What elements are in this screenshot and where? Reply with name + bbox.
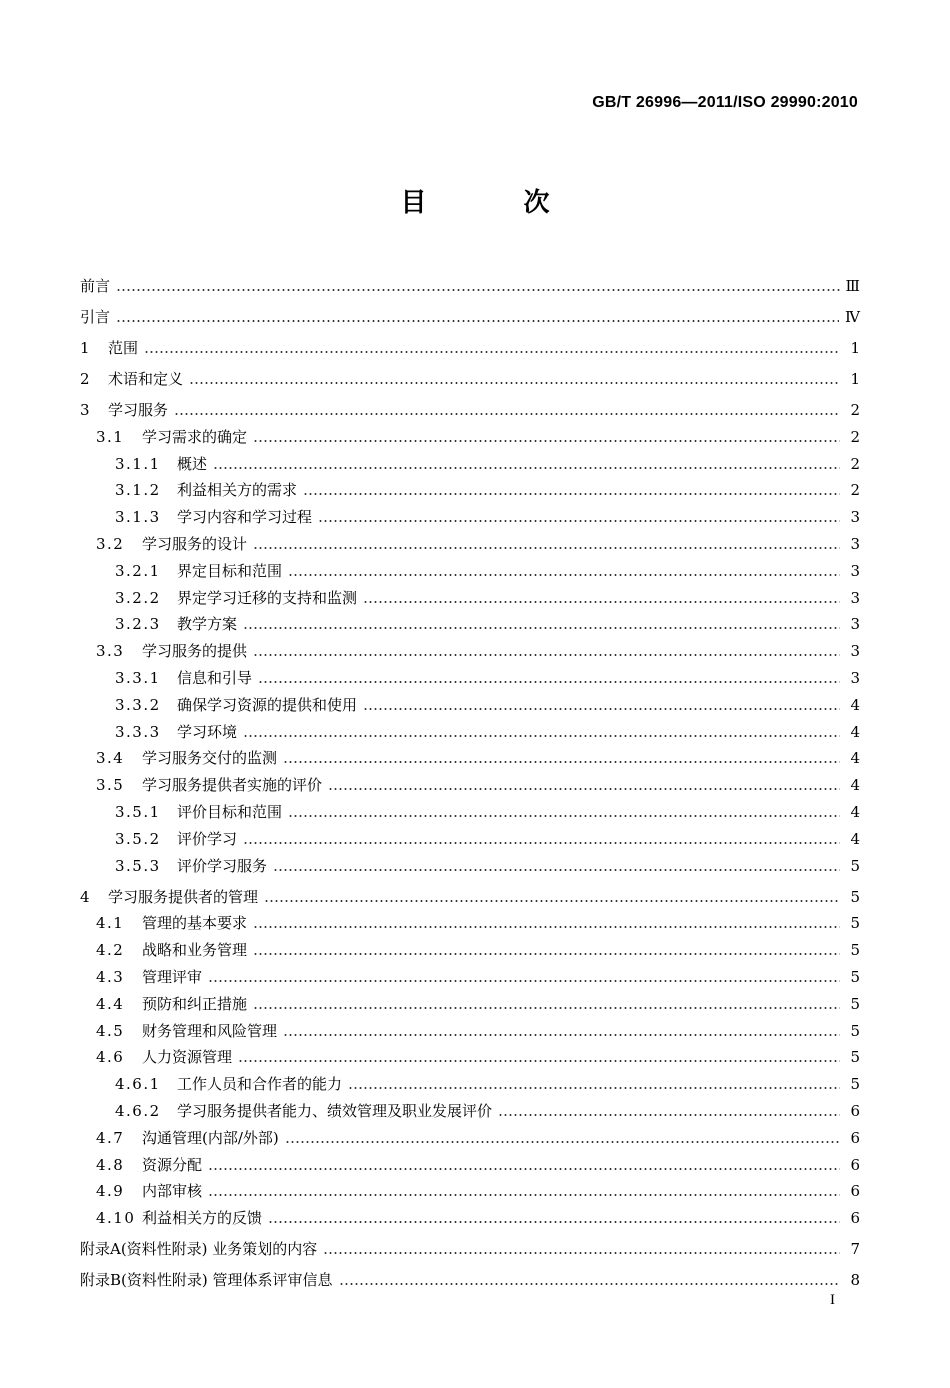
toc-entry-page: 5	[850, 914, 860, 933]
toc-entry-label: 术语和定义	[108, 370, 184, 388]
dot-leader	[116, 320, 839, 322]
dot-leader	[258, 681, 840, 683]
toc-entry-page: 1	[850, 339, 860, 357]
dot-leader	[243, 735, 840, 737]
toc-entry[interactable]	[80, 687, 860, 714]
toc-entry-label: 学习环境	[177, 722, 238, 741]
toc-entry[interactable]	[80, 388, 860, 419]
toc-entry-page: 3	[850, 588, 860, 607]
dot-leader	[243, 627, 840, 629]
dot-leader	[208, 1168, 840, 1170]
toc-entry-page: 4	[850, 722, 860, 741]
toc-entry-page: 6	[850, 1182, 860, 1201]
toc-entry-number: 3.2.1	[115, 561, 161, 580]
toc-entry-number: 1	[80, 339, 92, 357]
toc-entry-number: 4.3	[96, 967, 125, 986]
toc-entry[interactable]	[80, 553, 860, 580]
toc-entry-label: 信息和引导	[177, 668, 253, 687]
toc-entry-label: 内部审核	[142, 1182, 203, 1201]
page-title: 目 次	[400, 188, 594, 218]
toc-entry-page: 4	[850, 802, 860, 821]
toc-entry[interactable]	[80, 1013, 860, 1040]
toc-entry-page: 4	[850, 776, 860, 795]
toc-entry-page: 4	[850, 695, 860, 714]
toc-entry-number: 3.2.3	[115, 615, 161, 634]
dot-leader	[208, 1194, 840, 1196]
toc-entry[interactable]	[80, 986, 860, 1013]
dot-leader	[264, 900, 840, 902]
toc-entry-page: Ⅲ	[845, 277, 860, 295]
toc-entry[interactable]	[80, 1200, 860, 1227]
toc-entry-page: 5	[850, 1048, 860, 1067]
toc-entry-number: 3.3.1	[115, 668, 161, 687]
toc-entry[interactable]	[80, 932, 860, 959]
toc-entry-page: 2	[850, 427, 860, 446]
toc-entry-number: 3.5.1	[115, 802, 161, 821]
dot-leader	[348, 1087, 840, 1089]
toc-entry-page: 5	[850, 887, 860, 906]
toc-entry-number: 4.6.1	[115, 1075, 161, 1094]
toc-entry-page: 5	[850, 941, 860, 960]
toc-entry-label: 附录B(资料性附录) 管理体系评审信息	[80, 1271, 333, 1290]
toc-entry-label: 利益相关方的需求	[177, 481, 298, 500]
toc-entry-label: 学习服务交付的监测	[142, 749, 278, 768]
toc-entry[interactable]	[80, 473, 860, 500]
dot-leader	[253, 953, 840, 955]
toc-entry-number: 4	[80, 887, 92, 906]
toc-entry-label: 界定学习迁移的支持和监测	[177, 588, 358, 607]
toc-entry-number: 3.1	[96, 427, 125, 446]
dot-leader	[208, 980, 840, 982]
dot-leader	[253, 654, 840, 656]
toc-entry-label: 概述	[177, 454, 208, 473]
toc-entry-label: 评价学习	[177, 829, 238, 848]
dot-leader	[243, 842, 840, 844]
toc-entry-label: 利益相关方的反馈	[142, 1209, 263, 1228]
dot-leader	[253, 926, 840, 928]
dot-leader	[318, 520, 840, 522]
toc-entry-page: 5	[850, 967, 860, 986]
toc-entry[interactable]	[80, 295, 860, 326]
toc-entry-number: 4.7	[96, 1128, 125, 1147]
toc-entry-page: 3	[850, 508, 860, 527]
toc-entry-label: 界定目标和范围	[177, 561, 283, 580]
toc-entry[interactable]	[80, 1040, 860, 1067]
toc-entry-page: 2	[850, 401, 860, 419]
toc-entry-page: 2	[850, 481, 860, 500]
toc-entry-page: 7	[850, 1240, 860, 1259]
toc-entry[interactable]	[80, 1093, 860, 1120]
dot-leader	[253, 1007, 840, 1009]
toc-entry[interactable]	[80, 264, 860, 295]
toc-entry-page: 5	[850, 856, 860, 875]
toc-entry-label: 学习服务提供者实施的评价	[142, 776, 323, 795]
toc-entry-label: 学习服务的提供	[142, 642, 248, 661]
toc-entry[interactable]	[80, 357, 860, 388]
document-code: GB/T 26996—2011/ISO 29990:2010	[592, 94, 858, 111]
toc-entry[interactable]	[80, 767, 860, 794]
toc-entry-label: 学习需求的确定	[142, 427, 248, 446]
dot-leader	[288, 574, 840, 576]
toc-entry[interactable]	[80, 959, 860, 986]
toc-entry-page: 3	[850, 561, 860, 580]
toc-entry[interactable]	[80, 875, 860, 906]
toc-entry-label: 财务管理和风险管理	[142, 1021, 278, 1040]
toc-entry-label: 管理评审	[142, 967, 203, 986]
table-of-contents	[80, 264, 860, 1289]
toc-entry-page: 6	[850, 1155, 860, 1174]
toc-entry-label: 资源分配	[142, 1155, 203, 1174]
toc-entry-number: 3.5.2	[115, 829, 161, 848]
dot-leader	[283, 761, 840, 763]
dot-leader	[174, 413, 840, 415]
dot-leader	[253, 440, 840, 442]
toc-entry[interactable]	[80, 326, 860, 357]
dot-leader	[213, 467, 840, 469]
toc-entry[interactable]	[80, 1066, 860, 1093]
page-number: I	[830, 1292, 835, 1308]
toc-entry[interactable]	[80, 821, 860, 848]
dot-leader	[323, 1252, 840, 1254]
toc-entry-label: 预防和纠正措施	[142, 994, 248, 1013]
toc-entry[interactable]	[80, 580, 860, 607]
toc-entry-label: 学习服务	[108, 401, 169, 419]
toc-entry[interactable]	[80, 607, 860, 634]
toc-entry[interactable]	[80, 848, 860, 875]
toc-entry-page: 4	[850, 829, 860, 848]
toc-entry-number: 4.9	[96, 1182, 125, 1201]
dot-leader	[498, 1114, 840, 1116]
toc-entry-label: 工作人员和合作者的能力	[177, 1075, 343, 1094]
dot-leader	[273, 869, 840, 871]
toc-entry[interactable]	[80, 660, 860, 687]
toc-entry[interactable]	[80, 633, 860, 660]
dot-leader	[339, 1283, 841, 1285]
toc-entry-label: 教学方案	[177, 615, 238, 634]
toc-entry-page: 3	[850, 668, 860, 687]
toc-entry-label: 学习服务的设计	[142, 534, 248, 553]
toc-entry[interactable]	[80, 1227, 860, 1258]
toc-entry-number: 4.10	[96, 1209, 136, 1228]
toc-entry[interactable]	[80, 714, 860, 741]
dot-leader	[285, 1141, 840, 1143]
toc-entry[interactable]	[80, 741, 860, 768]
dot-leader	[303, 493, 840, 495]
toc-entry-number: 4.6.2	[115, 1101, 161, 1120]
toc-entry-page: 5	[850, 994, 860, 1013]
toc-entry-number: 3.2	[96, 534, 125, 553]
toc-entry-number: 3.4	[96, 749, 125, 768]
dot-leader	[283, 1034, 840, 1036]
dot-leader	[288, 815, 840, 817]
toc-entry-number: 3.5	[96, 776, 125, 795]
toc-entry[interactable]	[80, 499, 860, 526]
toc-entry-number: 3.3.2	[115, 695, 161, 714]
toc-entry-label: 引言	[80, 308, 111, 326]
toc-entry[interactable]	[80, 794, 860, 821]
toc-entry-page: 4	[850, 749, 860, 768]
toc-entry-number: 3.3	[96, 642, 125, 661]
toc-entry-label: 管理的基本要求	[142, 914, 248, 933]
toc-entry-label: 附录A(资料性附录) 业务策划的内容	[80, 1240, 318, 1259]
dot-leader	[116, 289, 840, 291]
toc-entry[interactable]	[80, 526, 860, 553]
toc-entry-number: 4.8	[96, 1155, 125, 1174]
toc-entry-label: 评价目标和范围	[177, 802, 283, 821]
toc-entry-number: 3.5.3	[115, 856, 161, 875]
toc-entry-number: 4.1	[96, 914, 125, 933]
toc-entry-label: 战略和业务管理	[142, 941, 248, 960]
toc-entry[interactable]	[80, 1147, 860, 1174]
toc-entry-label: 前言	[80, 277, 111, 295]
toc-entry-number: 2	[80, 370, 92, 388]
toc-entry-page: 1	[850, 370, 860, 388]
toc-entry-label: 学习服务提供者能力、绩效管理及职业发展评价	[177, 1101, 493, 1120]
toc-entry-number: 3	[80, 401, 92, 419]
toc-entry-number: 3.2.2	[115, 588, 161, 607]
toc-entry-page: 5	[850, 1075, 860, 1094]
dot-leader	[328, 788, 840, 790]
toc-entry-label: 学习内容和学习过程	[177, 508, 313, 527]
toc-entry-page: Ⅳ	[845, 308, 860, 326]
dot-leader	[189, 382, 840, 384]
toc-entry-label: 人力资源管理	[142, 1048, 233, 1067]
toc-entry[interactable]	[80, 1174, 860, 1201]
dot-leader	[363, 708, 840, 710]
toc-entry-number: 3.1.2	[115, 481, 161, 500]
toc-entry-label: 评价学习服务	[177, 856, 268, 875]
toc-entry-number: 3.3.3	[115, 722, 161, 741]
dot-leader	[253, 547, 840, 549]
toc-entry-number: 4.6	[96, 1048, 125, 1067]
toc-entry-page: 3	[850, 615, 860, 634]
toc-entry-number: 4.2	[96, 941, 125, 960]
toc-entry-label: 学习服务提供者的管理	[108, 887, 259, 906]
toc-entry-label: 确保学习资源的提供和使用	[177, 695, 358, 714]
toc-entry[interactable]	[80, 1120, 860, 1147]
toc-entry-page: 6	[850, 1209, 860, 1228]
dot-leader	[144, 351, 840, 353]
dot-leader	[363, 601, 840, 603]
toc-entry[interactable]	[80, 419, 860, 446]
dot-leader	[238, 1060, 840, 1062]
toc-entry-number: 4.4	[96, 994, 125, 1013]
toc-entry-label: 范围	[108, 339, 139, 357]
toc-entry-page: 3	[850, 642, 860, 661]
toc-entry-page: 3	[850, 534, 860, 553]
toc-entry-page: 6	[850, 1128, 860, 1147]
toc-entry-page: 5	[850, 1021, 860, 1040]
toc-entry[interactable]	[80, 1258, 860, 1289]
toc-entry-number: 4.5	[96, 1021, 125, 1040]
toc-entry-page: 6	[850, 1101, 860, 1120]
toc-entry-number: 3.1.1	[115, 454, 161, 473]
toc-entry[interactable]	[80, 906, 860, 933]
dot-leader	[268, 1221, 840, 1223]
toc-entry-number: 3.1.3	[115, 508, 161, 527]
toc-entry-page: 8	[850, 1271, 860, 1290]
toc-entry-page: 2	[850, 454, 860, 473]
toc-entry-label: 沟通管理(内部/外部)	[142, 1128, 279, 1147]
toc-entry[interactable]	[80, 446, 860, 473]
